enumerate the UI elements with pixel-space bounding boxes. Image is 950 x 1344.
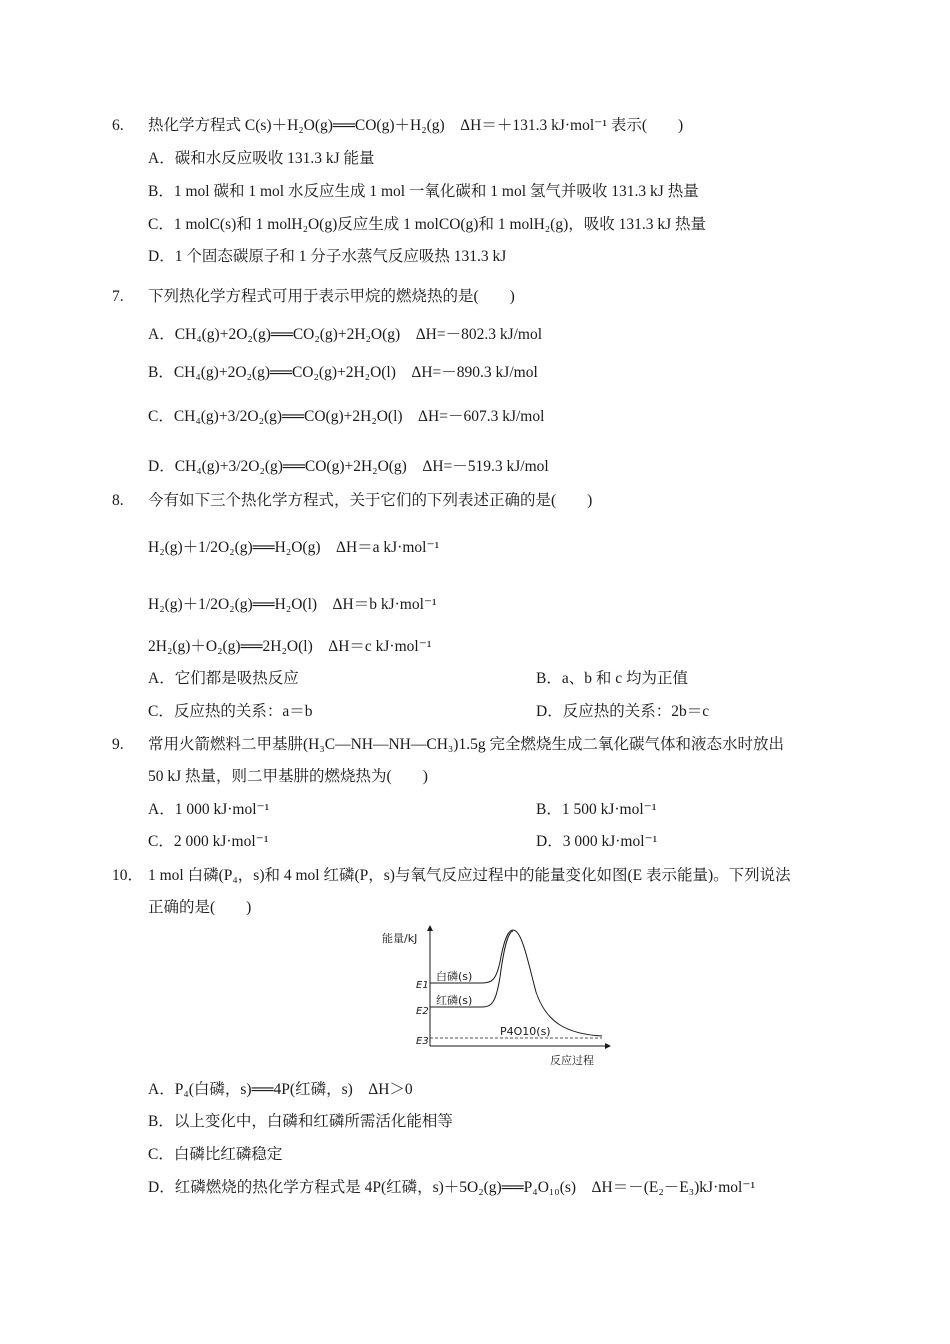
q7-option-b: B．CH₄(g)+2O₂(g)══CO₂(g)+2H₂O(l) ΔH=－890.3 kJ/mol [148,364,538,381]
level-label-e2: E2 [416,1006,429,1017]
q10-option-c: C．白磷比红磷稳定 [148,1146,283,1163]
q9-option-a: A．1 000 kJ·mol⁻¹ [148,801,270,818]
x-axis-label: 反应过程 [550,1054,594,1067]
q8-stem: 今有如下三个热化学方程式，关于它们的下列表述正确的是( ) [148,492,593,509]
q8-option-a: A．它们都是吸热反应 [148,670,299,687]
q7-option-d: D．CH₄(g)+3/2O₂(g)══CO(g)+2H₂O(g) ΔH=－519.3 kJ/mol [148,458,549,475]
q9-number: 9. [112,736,124,753]
q9-option-c: C．2 000 kJ·mol⁻¹ [148,833,269,850]
white-phosphorus-curve [430,930,602,1036]
q9-option-d: D．3 000 kJ·mol⁻¹ [536,833,658,850]
q6-number: 6. [112,117,124,134]
curve-label-white-phosphorus: 白磷(s) [436,970,473,983]
q7-number: 7. [112,288,124,305]
q8-number: 8. [112,492,124,509]
q7-option-a: A．CH₄(g)+2O₂(g)══CO₂(g)+2H₂O(g) ΔH=－802.3 kJ/mol [148,326,543,343]
q9-stem-line2: 50 kJ 热量，则二甲基肼的燃烧热为( ) [148,768,428,785]
q10-option-d: D．红磷燃烧的热化学方程式是 4P(红磷，s)＋5O₂(g)══P₄O₁₀(s) ΔH＝－(E₂－E₃)kJ·mol⁻¹ [148,1179,756,1196]
q6-option-a: A．碳和水反应吸收 131.3 kJ 能量 [148,150,375,167]
q6-option-c: C．1 molC(s)和 1 molH₂O(g)反应生成 1 molCO(g)和 1 molH₂(g)，吸收 131.3 kJ 热量 [148,216,707,233]
q6-option-d: D．1 个固态碳原子和 1 分子水蒸气反应吸热 131.3 kJ [148,248,507,265]
curve-label-p4o10: P4O10(s) [500,1025,551,1038]
q10-stem-line2: 正确的是( ) [148,899,252,916]
q8-option-b: B．a、b 和 c 均为正值 [536,670,688,687]
q6-option-b: B．1 mol 碳和 1 mol 水反应生成 1 mol 一氧化碳和 1 mol 氢气并吸收 131.3 kJ 热量 [148,183,699,200]
q10-stem-line1: 1 mol 白磷(P₄，s)和 4 mol 红磷(P，s)与氧气反应过程中的能量变化如图(E 表示能量)。下列说法 [148,867,791,884]
q10-option-a: A．P₄(白磷，s)══4P(红磷，s) ΔH＞0 [148,1081,413,1098]
q7-stem: 下列热化学方程式可用于表示甲烷的燃烧热的是( ) [148,288,515,305]
curve-label-red-phosphorus: 红磷(s) [436,994,473,1007]
q9-option-b: B．1 500 kJ·mol⁻¹ [536,801,657,818]
q9-stem-line1: 常用火箭燃料二甲基肼(H₃C—NH—NH—CH₃)1.5g 完全燃烧生成二氧化碳气体和液态水时放出 [148,736,784,753]
q8-option-c: C．反应热的关系：a＝b [148,703,313,720]
q8-equation-2: H₂(g)＋1/2O₂(g)══H₂O(l) ΔH＝b kJ·mol⁻¹ [148,596,437,613]
q10-option-b: B．以上变化中，白磷和红磷所需活化能相等 [148,1113,453,1130]
q8-equation-3: 2H₂(g)＋O₂(g)══2H₂O(l) ΔH＝c kJ·mol⁻¹ [148,638,432,655]
level-label-e3: E3 [416,1036,429,1047]
q10-number: 10． [112,867,144,884]
q8-equation-1: H₂(g)＋1/2O₂(g)══H₂O(g) ΔH＝a kJ·mol⁻¹ [148,539,440,556]
y-axis-label: 能量/kJ [382,932,418,945]
energy-diagram [376,922,612,1072]
level-label-e1: E1 [416,980,429,991]
q8-option-d: D．反应热的关系：2b＝c [536,703,710,720]
q7-option-c: C．CH₄(g)+3/2O₂(g)══CO(g)+2H₂O(l) ΔH=－607.3 kJ/mol [148,408,545,425]
q6-stem: 热化学方程式 C(s)＋H₂O(g)══CO(g)＋H₂(g) ΔH＝＋131.3 kJ·mol⁻¹ 表示( ) [148,117,684,134]
